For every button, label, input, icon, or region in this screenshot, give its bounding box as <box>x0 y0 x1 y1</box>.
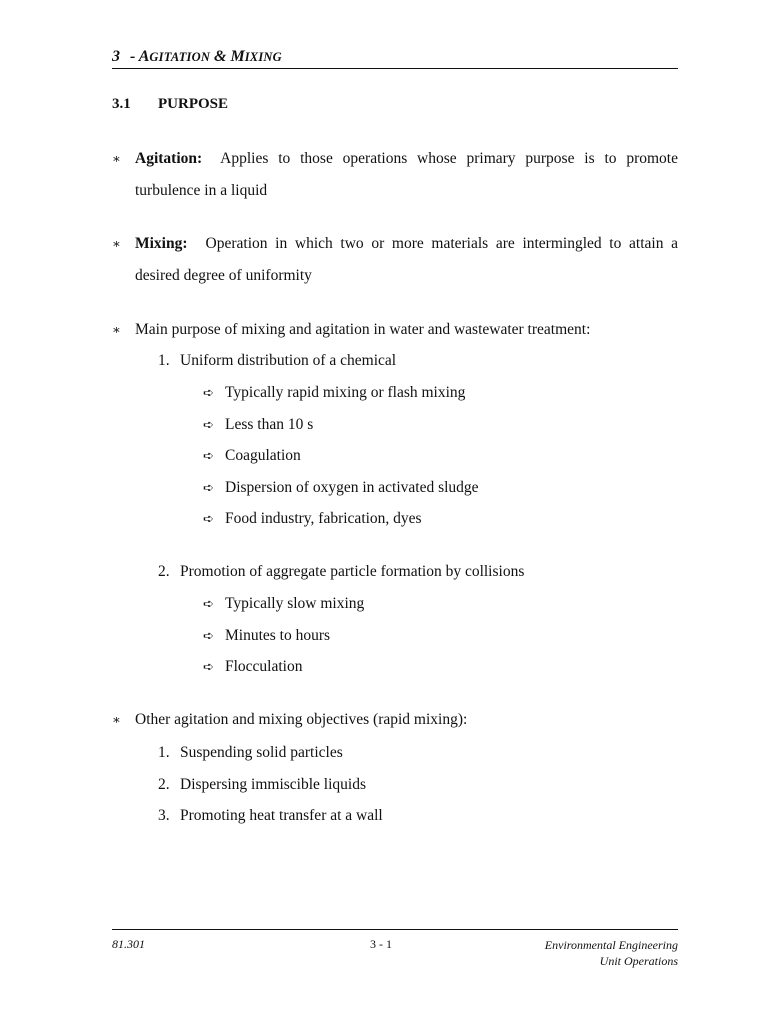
bullet-agitation <box>112 143 678 207</box>
chapter-heading <box>112 46 678 69</box>
list-item <box>158 743 343 763</box>
chapter-title-amp: & <box>214 48 227 65</box>
sub-item <box>203 657 303 677</box>
sub-item-text: Less than 10 s <box>225 416 314 433</box>
section-number: 3.1 <box>112 96 131 112</box>
arrow-icon: ➪ <box>203 628 214 643</box>
footer-subject-line-2: Unit Operations <box>599 954 678 968</box>
sub-item-text: Flocculation <box>225 658 303 675</box>
list-item-text: Dispersing immiscible liquids <box>180 776 366 793</box>
sub-item <box>203 383 465 403</box>
list-item-number: 3. <box>158 807 170 824</box>
list-item <box>158 562 524 582</box>
list-item-text: Promotion of aggregate particle formation by collisions <box>180 563 525 580</box>
list-item-text: Promoting heat transfer at a wall <box>180 807 383 824</box>
arrow-icon: ➪ <box>203 659 214 674</box>
chapter-title-rest-2: IXING <box>244 50 282 64</box>
sub-item <box>203 509 422 529</box>
section-heading <box>112 94 228 114</box>
footer-course-number: 81.301 <box>112 937 145 951</box>
arrow-icon: ➪ <box>203 385 214 400</box>
sub-item-text: Typically slow mixing <box>225 595 365 612</box>
list-item-text: Suspending solid particles <box>180 744 343 761</box>
chapter-title-cap-2: M <box>230 48 245 65</box>
sub-item <box>203 415 313 435</box>
sub-item-text: Food industry, fabrication, dyes <box>225 510 422 527</box>
sub-item-text: Coagulation <box>225 447 301 464</box>
sub-item <box>203 446 301 466</box>
arrow-icon: ➪ <box>203 480 214 495</box>
sub-item <box>203 626 330 646</box>
bullet-marker: ∗ <box>112 151 121 166</box>
sub-item <box>203 594 364 614</box>
bullet-other-objectives <box>112 704 678 736</box>
arrow-icon: ➪ <box>203 448 214 463</box>
sub-item-text: Typically rapid mixing or flash mixing <box>225 384 466 401</box>
list-item <box>158 806 383 826</box>
list-item <box>158 351 396 371</box>
chapter-title-rest-1: GITATION <box>149 50 211 64</box>
bullet-main-purpose <box>112 314 678 346</box>
sub-item-text: Dispersion of oxygen in activated sludge <box>225 479 479 496</box>
other-objectives-text: Other agitation and mixing objectives (rapid mixing): <box>135 711 468 728</box>
bullet-marker: ∗ <box>112 712 121 727</box>
list-item-number: 2. <box>158 776 170 793</box>
chapter-number: 3 <box>112 48 120 65</box>
footer-page-number: 3 - 1 <box>370 937 392 951</box>
chapter-title-cap-1: A <box>138 48 150 65</box>
arrow-icon: ➪ <box>203 417 214 432</box>
definition-mixing: Operation in which two or more materials are intermingled to attain a desired degree of uniformity <box>135 235 678 284</box>
list-item-text: Uniform distribution of a chemical <box>180 352 397 369</box>
bullet-mixing <box>112 228 678 292</box>
list-item-number: 2. <box>158 563 170 580</box>
footer-subject <box>545 937 678 969</box>
list-item-number: 1. <box>158 744 170 761</box>
arrow-icon: ➪ <box>203 596 214 611</box>
footer-divider <box>112 929 678 930</box>
list-item-number: 1. <box>158 352 170 369</box>
term-agitation: Agitation: <box>135 150 203 167</box>
section-title: PURPOSE <box>158 96 229 112</box>
list-item <box>158 775 366 795</box>
bullet-marker: ∗ <box>112 236 121 251</box>
main-purpose-text: Main purpose of mixing and agitation in water and wastewater treatment: <box>135 321 591 338</box>
sub-item-text: Minutes to hours <box>225 627 331 644</box>
bullet-marker: ∗ <box>112 322 121 337</box>
term-mixing: Mixing: <box>135 235 188 252</box>
sub-item <box>203 478 479 498</box>
arrow-icon: ➪ <box>203 511 214 526</box>
footer-subject-line-1: Environmental Engineering <box>544 938 678 952</box>
definition-agitation: Applies to those operations whose primary purpose is to promote turbulence in a liquid <box>135 150 678 199</box>
chapter-dash: - <box>130 48 136 65</box>
